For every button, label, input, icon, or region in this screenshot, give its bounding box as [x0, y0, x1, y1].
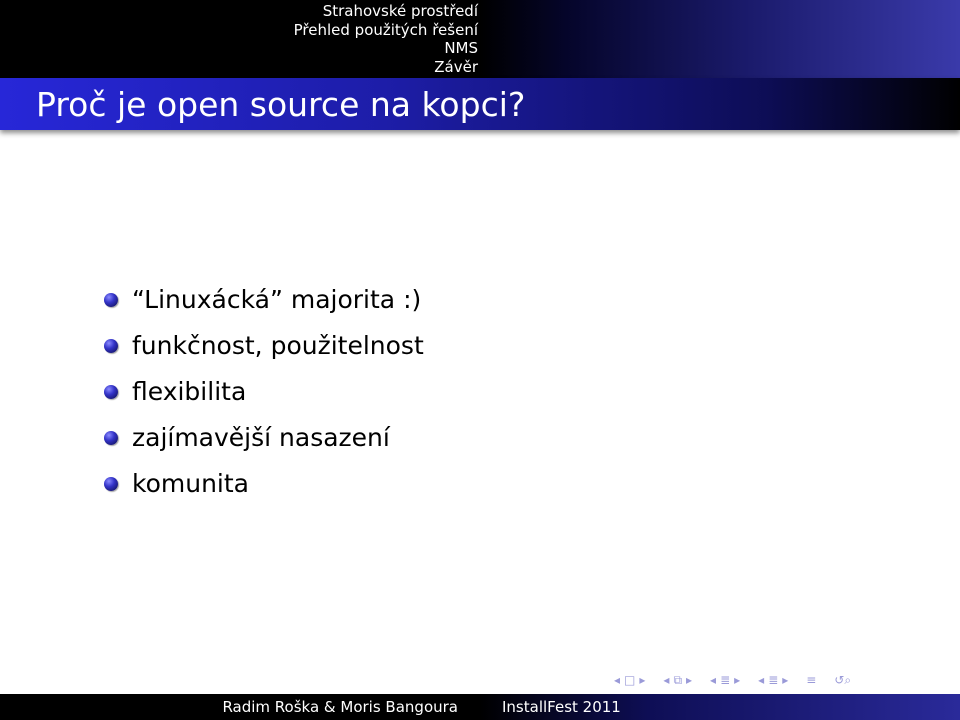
footer-event: InstallFest 2011	[502, 698, 621, 716]
nav-next-slide-icon[interactable]: ▸	[639, 673, 646, 687]
nav-next-frame-icon[interactable]: ▸	[686, 673, 693, 687]
frame-title-bar	[0, 78, 960, 130]
list-item-text: flexibilita	[132, 377, 247, 406]
list-item-text: komunita	[132, 469, 249, 498]
footer-author: Radim Roška & Moris Bangoura	[222, 698, 458, 716]
list-item-text: “Linuxácká” majorita :)	[132, 285, 422, 314]
bullet-ball-icon	[104, 293, 118, 307]
nav-prev-subsection-icon[interactable]: ◂	[710, 673, 717, 687]
nav-next-section-icon[interactable]: ▸	[782, 673, 789, 687]
headline-bar	[0, 0, 960, 78]
nav-next-subsection-icon[interactable]: ▸	[734, 673, 741, 687]
nav-frame-icon[interactable]: ⧉	[673, 673, 683, 687]
list-item	[104, 469, 249, 498]
section-link-strahovske-prostredi[interactable]: Strahovské prostředí	[322, 2, 478, 20]
list-item	[104, 423, 390, 452]
bullet-ball-icon	[104, 339, 118, 353]
nav-prev-section-icon[interactable]: ◂	[758, 673, 765, 687]
bullet-ball-icon	[104, 477, 118, 491]
footer-author-box	[0, 694, 480, 720]
navigation-symbols	[614, 670, 960, 690]
nav-subsection-icon[interactable]: ≣	[720, 673, 731, 687]
nav-search-icon[interactable]: ↺⌕	[834, 673, 852, 687]
nav-toc-icon[interactable]: ≡	[806, 673, 817, 687]
bullet-ball-icon	[104, 431, 118, 445]
section-link-zaver[interactable]: Závěr	[434, 57, 478, 76]
list-item	[104, 331, 424, 360]
section-navigation	[240, 2, 480, 76]
section-link-prehled-reseni[interactable]: Přehled použitých řešení	[293, 20, 478, 39]
bullet-ball-icon	[104, 385, 118, 399]
list-item	[104, 285, 421, 314]
nav-section-icon[interactable]: ≣	[768, 673, 779, 687]
footer-event-box	[480, 694, 960, 720]
slide-title: Proč je open source na kopci?	[36, 85, 526, 124]
nav-prev-slide-icon[interactable]: ◂	[614, 673, 621, 687]
section-link-nms[interactable]: NMS	[444, 39, 478, 57]
headline-right	[480, 0, 960, 78]
list-item-text: zajímavější nasazení	[132, 423, 390, 452]
list-item-text: funkčnost, použitelnost	[132, 331, 424, 360]
footline	[0, 694, 960, 720]
list-item	[104, 377, 246, 406]
nav-slide-icon[interactable]: □	[624, 673, 636, 687]
nav-prev-frame-icon[interactable]: ◂	[663, 673, 670, 687]
